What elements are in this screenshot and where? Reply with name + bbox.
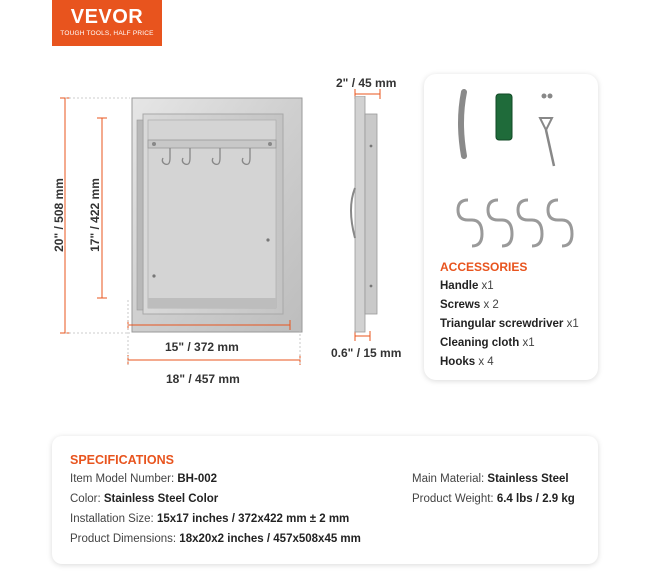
spec-row	[70, 513, 349, 525]
accessory-name: Triangular screwdriver	[440, 318, 564, 330]
accessory-qty: x 2	[483, 299, 499, 311]
screwdriver-icon	[540, 118, 552, 130]
spec-label: Installation Size:	[70, 513, 157, 525]
spec-value: 6.4 lbs / 2.9 kg	[496, 493, 575, 505]
spec-value: Stainless Steel	[487, 473, 569, 485]
spec-label: Product Dimensions:	[70, 533, 180, 545]
spec-row	[70, 533, 361, 545]
spec-row	[70, 493, 218, 505]
accessories-card	[424, 74, 598, 380]
overall-height-label: 20" / 508 mm	[52, 178, 66, 252]
accessory-item	[440, 318, 579, 330]
screw-icon	[542, 94, 547, 99]
spec-row	[412, 493, 575, 505]
accessory-item	[440, 337, 535, 349]
accessory-name: Screws	[440, 299, 481, 311]
accessories-title: ACCESSORIES	[440, 260, 528, 274]
specifications-title: SPECIFICATIONS	[70, 453, 174, 467]
accessory-qty: x1	[481, 280, 494, 292]
spec-row	[412, 473, 569, 485]
spec-value: Stainless Steel Color	[103, 493, 219, 505]
spec-row	[70, 473, 217, 485]
accessory-qty: x1	[566, 318, 579, 330]
spec-label: Color:	[70, 493, 104, 505]
thickness-label: 0.6" / 15 mm	[331, 346, 402, 360]
accessory-name: Hooks	[440, 356, 476, 368]
inner-width-label: 15" / 372 mm	[165, 340, 239, 354]
accessory-name: Handle	[440, 280, 479, 292]
logo-brand-text: VEVOR	[70, 6, 144, 28]
accessory-qty: x1	[522, 337, 535, 349]
spec-value: 15x17 inches / 372x422 mm ± 2 mm	[156, 513, 350, 525]
spec-value: 18x20x2 inches / 457x508x45 mm	[179, 533, 361, 545]
spec-label: Product Weight:	[412, 493, 497, 505]
accessories-illustration	[444, 88, 584, 258]
accessory-item	[440, 356, 494, 368]
spec-value: BH-002	[177, 473, 218, 485]
overall-width-label: 18" / 457 mm	[166, 372, 240, 386]
cloth-icon	[496, 94, 512, 140]
accessory-name: Cleaning cloth	[440, 337, 520, 349]
spec-label: Main Material:	[412, 473, 488, 485]
hooks-icon	[458, 200, 572, 246]
logo-tagline: TOUGH TOOLS, HALF PRICE	[60, 30, 154, 37]
inner-height-label: 17" / 422 mm	[88, 178, 102, 252]
accessory-item	[440, 280, 494, 292]
handle-icon	[461, 92, 464, 156]
spec-label: Item Model Number:	[70, 473, 178, 485]
accessory-item	[440, 299, 499, 311]
specifications-card	[52, 436, 598, 564]
depth-label: 2" / 45 mm	[336, 76, 397, 90]
accessory-qty: x 4	[478, 356, 494, 368]
door-side-illustration	[340, 96, 390, 336]
